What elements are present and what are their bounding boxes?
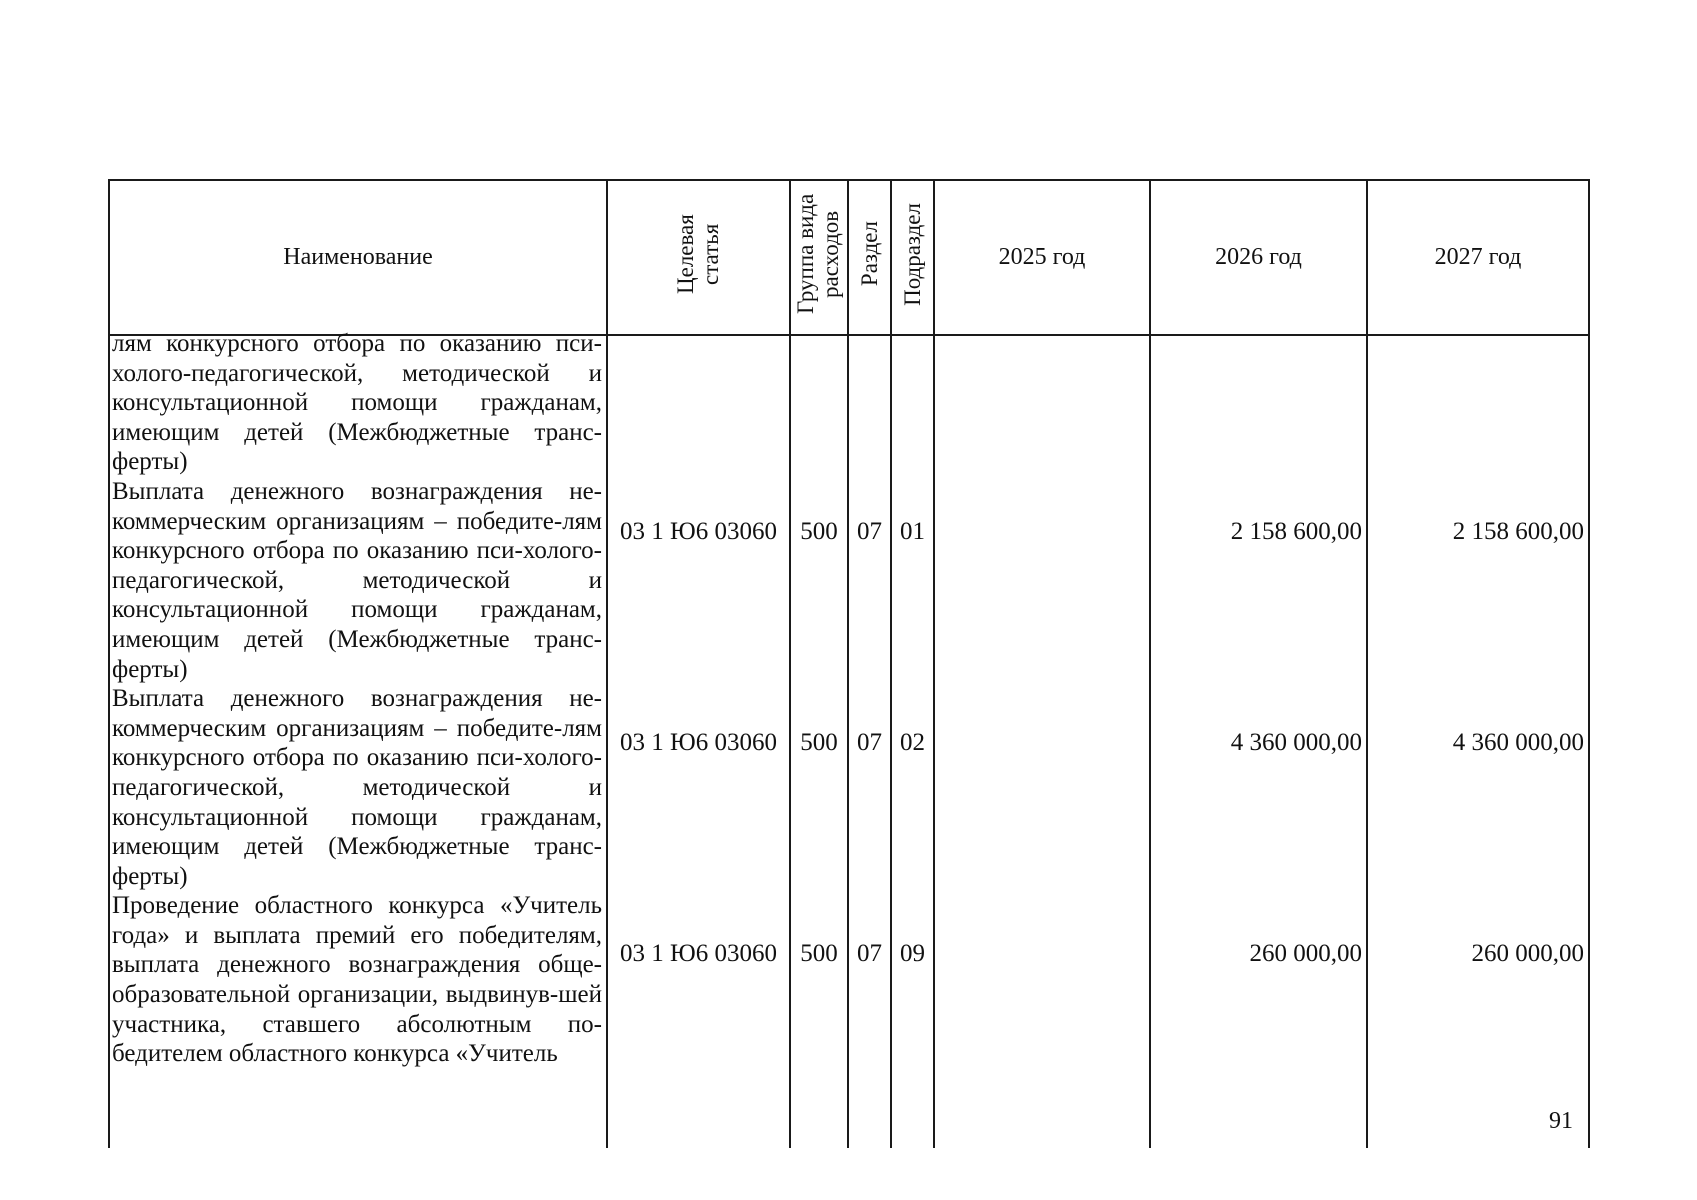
- header-target-article: Целевая статья: [607, 180, 790, 335]
- name-text: Проведение областного конкурса «Учитель года» и выплата премий его победителям, выплата денежного вознаграждения обще-образовательной организации, выдвинув-шей участника, ставшего абсолютным по-бедителем областного конкурса «Учитель: [112, 892, 602, 1068]
- section-cell: 07: [848, 547, 891, 758]
- subsection-cell: 01: [891, 335, 934, 547]
- subsection-cell: [891, 969, 934, 1148]
- name-text: Выплата денежного вознаграждения не-коммерческим организациям – победите-лям конкурсного отбора по оказанию пси-холого-педагогической, методической и консультационной помощи гражданам, имеющим детей (Межбюджетные транс-ферты): [112, 477, 602, 683]
- year-2026-cell: 2 158 600,00: [1150, 335, 1367, 547]
- year-2027-cell: 4 360 000,00: [1367, 547, 1589, 758]
- section-cell: 07: [848, 335, 891, 547]
- year-2025-cell: [934, 969, 1150, 1148]
- header-name: Наименование: [109, 180, 607, 335]
- section-cell: [848, 969, 891, 1148]
- subsection-cell: 09: [891, 758, 934, 969]
- expense-group-cell: 500: [790, 758, 848, 969]
- name-column-text: [112, 329, 602, 1079]
- header-expense-group: Группа вида расходов: [790, 180, 848, 335]
- target-article-cell: [607, 969, 790, 1148]
- header-section: Раздел: [848, 180, 891, 335]
- year-2025-cell: [934, 335, 1150, 547]
- expense-group-cell: 500: [790, 547, 848, 758]
- subsection-cell: 02: [891, 547, 934, 758]
- year-2026-cell: [1150, 969, 1367, 1148]
- target-article-cell: 03 1 Ю6 03060: [607, 758, 790, 969]
- year-2025-cell: [934, 547, 1150, 758]
- target-article-cell: 03 1 Ю6 03060: [607, 335, 790, 547]
- name-text: Выплата денежного вознаграждения не-коммерческим организациям – победите-лям конкурсного отбора по оказанию пси-холого-педагогической, методической и консультационной помощи гражданам, имеющим детей (Межбюджетные транс-ферты): [112, 685, 602, 890]
- year-2025-cell: [934, 758, 1150, 969]
- year-2027-cell: 260 000,00: [1367, 758, 1589, 969]
- target-article-cell: 03 1 Ю6 03060: [607, 547, 790, 758]
- expense-group-cell: 500: [790, 335, 848, 547]
- year-2027-cell: 2 158 600,00: [1367, 335, 1589, 547]
- expense-group-cell: [790, 969, 848, 1148]
- year-2026-cell: 4 360 000,00: [1150, 547, 1367, 758]
- header-subsection: Подраздел: [891, 180, 934, 335]
- year-2026-cell: 260 000,00: [1150, 758, 1367, 969]
- page-number: 91: [1549, 1108, 1573, 1134]
- section-cell: 07: [848, 758, 891, 969]
- table-header: [109, 180, 1589, 335]
- header-year-2025: 2025 год: [934, 180, 1150, 335]
- header-year-2026: 2026 год: [1150, 180, 1367, 335]
- header-year-2027: 2027 год: [1367, 180, 1589, 335]
- name-text: лям конкурсного отбора по оказанию пси-холого-педагогической, методической и консультационной помощи гражданам, имеющим детей (Межбюджетные транс-ферты): [112, 330, 602, 476]
